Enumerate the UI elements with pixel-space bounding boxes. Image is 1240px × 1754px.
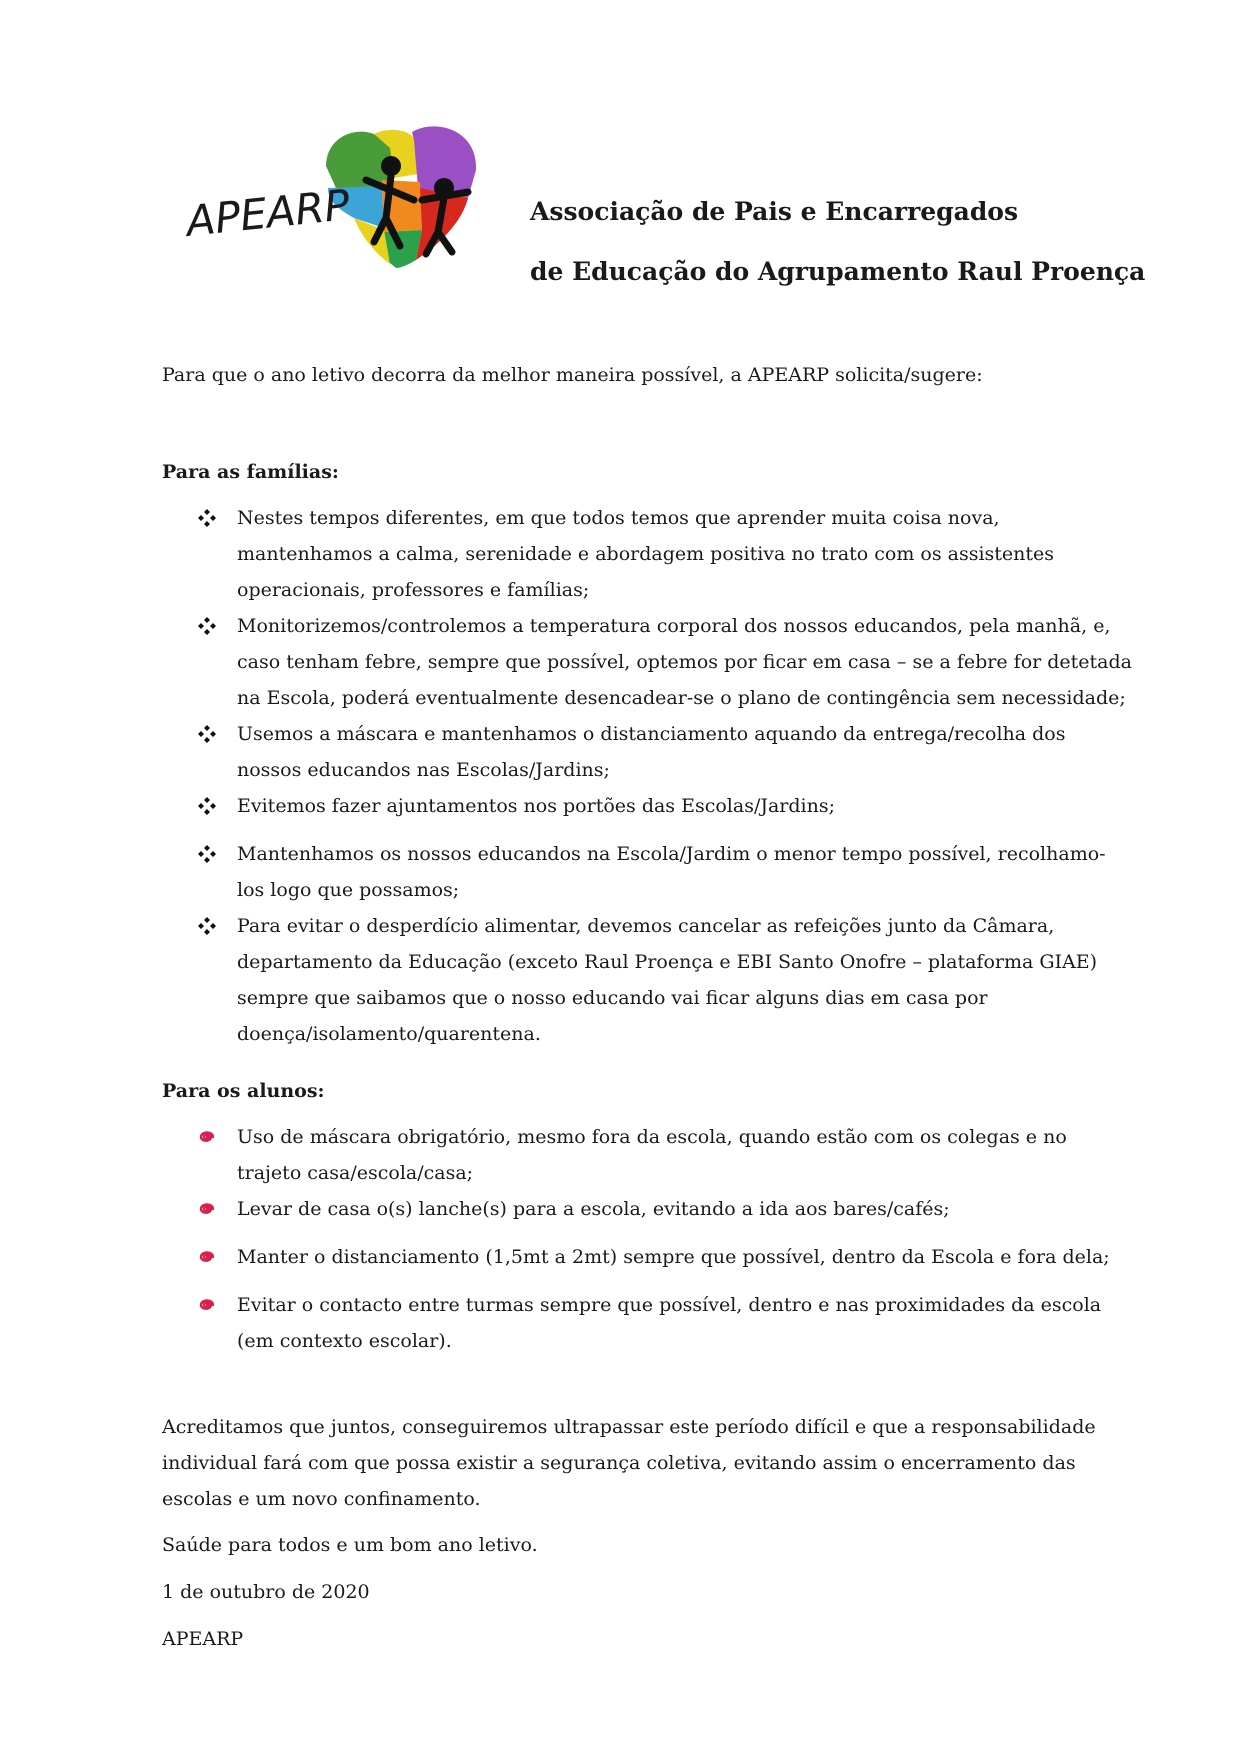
students-list [162,1119,1132,1359]
four-diamond-bullet-icon [198,788,218,824]
list-item: Para evitar o desperdício alimentar, devemos cancelar as refeições junto da Câmara, departamento da Educação (exceto Raul Proença e EBI Santo Onofre – plataforma GIAE) sempre que saibamos que o nosso educando vai ficar alguns dias em casa por doença/isolamento/quarentena. [162,908,1132,1052]
puzzle-heart-icon [186,118,486,268]
list-item: Evitemos fazer ajuntamentos nos portões das Escolas/Jardins; [162,788,1132,824]
four-diamond-bullet-icon [198,608,218,644]
list-item: Usemos a máscara e mantenhamos o distanciamento aquando da entrega/recolha dos nossos educandos nas Escolas/Jardins; [162,716,1132,788]
spiral-bullet-icon [198,1287,218,1323]
closing-section [162,1409,1122,1667]
closing-wish: Saúde para todos e um bom ano letivo. [162,1534,538,1556]
list-item: Evitar o contacto entre turmas sempre que possível, dentro e nas proximidades da escola (em contexto escolar). [162,1287,1132,1359]
list-item: Levar de casa o(s) lanche(s) para a escola, evitando a ida aos bares/cafés; [162,1191,1132,1227]
heading-line-1: Associação de Pais e Encarregados [530,197,1019,226]
heading-line-2: de Educação do Agrupamento Raul Proença [530,257,1146,286]
four-diamond-bullet-icon [198,908,218,944]
apearp-logo [186,118,486,268]
families-title: Para as famílias: [162,461,339,483]
closing-paragraph: Acreditamos que juntos, conseguiremos ultrapassar este período difícil e que a responsabilidade individual fará com que possa existir a segurança coletiva, evitando assim o encerramento das escolas e um novo confinamento. [162,1416,1096,1510]
spiral-bullet-icon [198,1239,218,1275]
list-item: Manter o distanciamento (1,5mt a 2mt) sempre que possível, dentro da Escola e fora dela; [162,1239,1132,1275]
list-item: Uso de máscara obrigatório, mesmo fora da escola, quando estão com os colegas e no trajeto casa/escola/casa; [162,1119,1132,1191]
families-list [162,500,1132,1052]
logo-wordmark: APEARP [186,180,352,246]
students-section [162,1073,1132,1359]
spiral-bullet-icon [198,1119,218,1155]
students-title: Para os alunos: [162,1080,325,1102]
list-item: Monitorizemos/controlemos a temperatura corporal dos nossos educandos, pela manhã, e, caso tenham febre, sempre que possível, optemos por ficar em casa – se a febre for detetada na Escola, poderá eventualmente desencadear-se o plano de contingência sem necessidade; [162,608,1132,716]
list-item: Mantenhamos os nossos educandos na Escola/Jardim o menor tempo possível, recolhamo-los logo que possamos; [162,836,1132,908]
four-diamond-bullet-icon [198,500,218,536]
closing-date: 1 de outubro de 2020 [162,1581,370,1603]
intro-paragraph: Para que o ano letivo decorra da melhor maneira possível, a APEARP solicita/sugere: [162,364,983,386]
four-diamond-bullet-icon [198,716,218,752]
four-diamond-bullet-icon [198,836,218,872]
document-heading [530,182,1210,302]
list-item: Nestes tempos diferentes, em que todos temos que aprender muita coisa nova, mantenhamos a calma, serenidade e abordagem positiva no trato com os assistentes operacionais, professores e famílias; [162,500,1132,608]
closing-signature: APEARP [162,1628,244,1650]
families-section [162,454,1132,1052]
spiral-bullet-icon [198,1191,218,1227]
